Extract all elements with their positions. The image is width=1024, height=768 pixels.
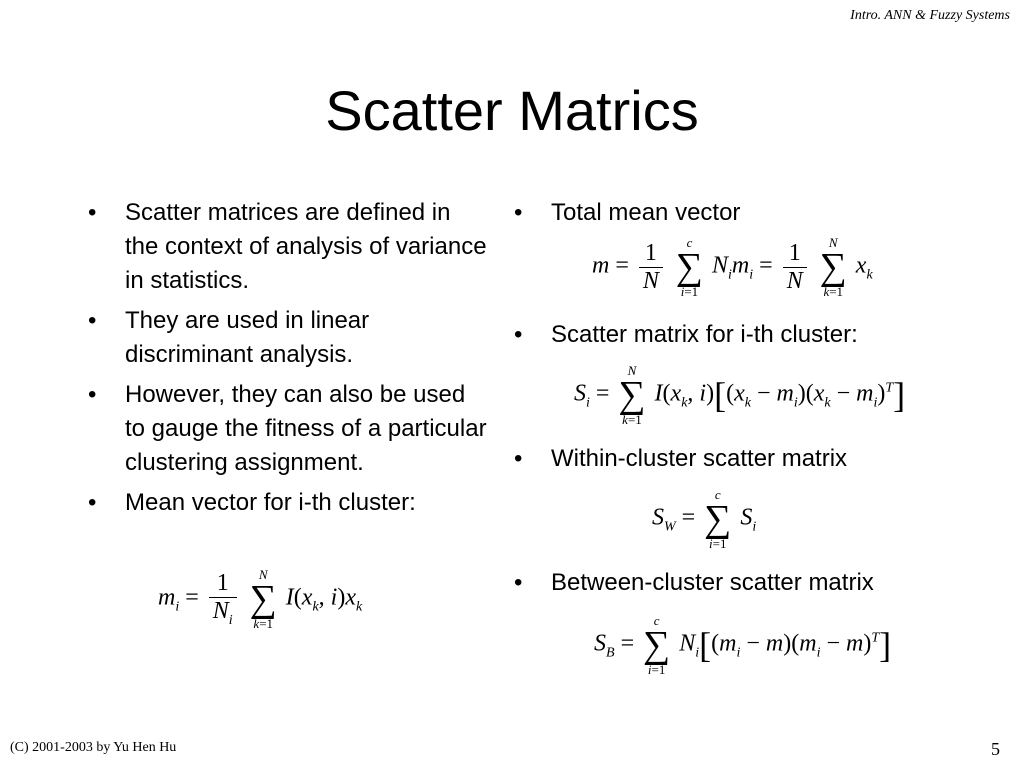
equation-cluster-scatter: $S_i$ = N ∑ k=1 $I(x_k$, $i)[(x_k - m_i)(x_k - m_i)^T]$: [574, 363, 906, 427]
header-note: Intro. ANN & Fuzzy Systems: [850, 8, 1010, 23]
equation-cluster-mean: $m_i$ = $\frac{1}{N_i}$ N ∑ k=1 $I(x_k$, $i)x_k$: [158, 567, 363, 631]
equation-total-mean: m = $\frac{1}{N}$ c ∑ i=1 $N_im_i$ = $\frac{1}{N}$ N ∑ k=1 $x_k$: [592, 235, 873, 299]
bullet-item: • Scatter matrices are defined in the context of analysis of variance in statistics.: [88, 196, 488, 298]
bullet-item: • Between-cluster scatter matrix: [514, 566, 1024, 600]
bullet-item: • Within-cluster scatter matrix: [514, 442, 1024, 476]
left-column: [88, 196, 488, 526]
bullet-item: • Total mean vector: [514, 196, 1024, 230]
equation-within-cluster-scatter: $S_W$ = c ∑ i=1 $S_i$: [652, 487, 757, 551]
footer-credit: (C) 2001-2003 by Yu Hen Hu: [10, 740, 177, 755]
bullet-item: • However, they can also be used to gauge the fitness of a particular clustering assignment.: [88, 378, 488, 480]
slide-title: Scatter Matrics: [325, 79, 699, 142]
page-number: 5: [991, 739, 1000, 759]
bullet-item: • Mean vector for i-th cluster:: [88, 486, 488, 520]
bullet-item: • Scatter matrix for i-th cluster:: [514, 318, 1024, 352]
bullet-item: • They are used in linear discriminant analysis.: [88, 304, 488, 372]
equation-between-cluster-scatter: $S_B$ = c ∑ i=1 $N_i[(m_i - m)(m_i - m)^T]$: [594, 613, 892, 677]
